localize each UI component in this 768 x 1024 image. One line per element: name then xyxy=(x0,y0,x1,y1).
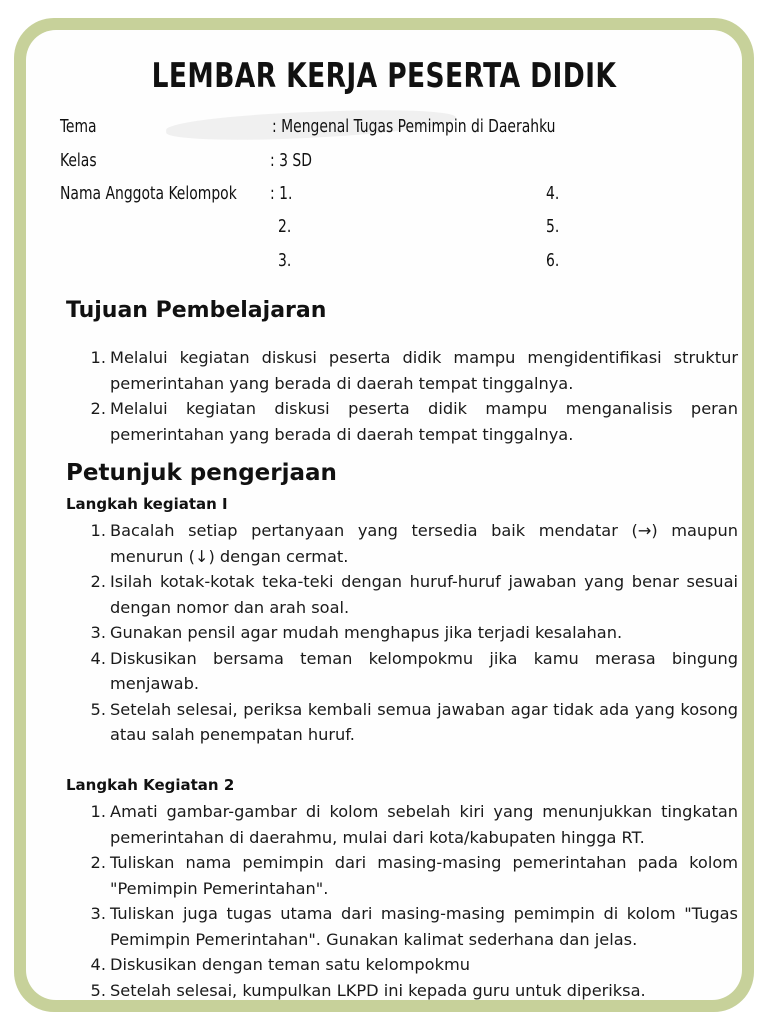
member-2: 2. xyxy=(278,216,292,237)
item-number: 1. xyxy=(90,348,106,367)
item-text: Gunakan pensil agar mudah menghapus jika terjadi kesalahan. xyxy=(110,623,623,642)
item-text: Tuliskan juga tugas utama dari masing-masing pemimpin di kolom "Tugas Pemimpin Pemerintahan". Gunakan kalimat sederhana dan jelas. xyxy=(110,904,738,949)
item-text: Setelah selesai, periksa kembali semua jawaban agar tidak ada yang kosong atau salah penempatan huruf. xyxy=(110,699,738,744)
tujuan-heading: Tujuan Pembelajaran xyxy=(66,298,327,323)
list-item xyxy=(76,646,738,697)
tema-value: : Mengenal Tugas Pemimpin di Daerahku xyxy=(272,116,556,137)
item-number: 4. xyxy=(90,955,106,974)
list-item xyxy=(76,697,738,748)
member-1: : 1. xyxy=(270,183,293,204)
kelas-value: : 3 SD xyxy=(270,150,312,171)
list-item xyxy=(76,345,738,396)
worksheet-title: LEMBAR KERJA PESERTA DIDIK xyxy=(151,56,617,96)
member-3: 3. xyxy=(278,250,292,271)
tujuan-list xyxy=(76,345,738,447)
member-4: 4. xyxy=(546,183,560,204)
item-text: Bacalah setiap pertanyaan yang tersedia baik mendatar (→) maupun menurun (↓) dengan cermat. xyxy=(110,521,738,566)
anggota-label: Nama Anggota Kelompok xyxy=(60,183,237,204)
langkah2-heading: Langkah Kegiatan 2 xyxy=(66,776,235,794)
item-number: 1. xyxy=(90,521,106,540)
page-frame xyxy=(14,18,754,1012)
item-text: Tuliskan nama pemimpin dari masing-masing pemerintahan pada kolom "Pemimpin Pemerintahan". xyxy=(110,853,738,898)
kelas-label: Kelas xyxy=(60,150,97,171)
item-number: 5. xyxy=(90,980,106,1000)
list-item xyxy=(76,569,738,620)
petunjuk-heading: Petunjuk pengerjaan xyxy=(66,460,337,486)
item-text: Isilah kotak-kotak teka-teki dengan huruf-huruf jawaban yang benar sesuai dengan nomor dan arah soal. xyxy=(110,572,738,617)
list-item xyxy=(76,978,738,1004)
item-text: Melalui kegiatan diskusi peserta didik mampu menganalisis peran pemerintahan yang berada di daerah tempat tinggalnya. xyxy=(110,399,738,444)
list-item xyxy=(76,518,738,569)
item-text: Diskusikan dengan teman satu kelompokmu xyxy=(110,955,470,974)
list-item xyxy=(76,901,738,952)
item-number: 2. xyxy=(90,399,106,418)
langkah1-list xyxy=(76,518,738,748)
item-text: Amati gambar-gambar di kolom sebelah kiri yang menunjukkan tingkatan pemerintahan di daerahmu, mulai dari kota/kabupaten hingga RT. xyxy=(110,802,738,847)
list-item xyxy=(76,952,738,978)
worksheet-paper xyxy=(26,30,742,1000)
item-number: 1. xyxy=(90,802,106,821)
item-number: 5. xyxy=(90,699,106,719)
list-item xyxy=(76,799,738,850)
item-text: Diskusikan bersama teman kelompokmu jika kamu merasa bingung menjawab. xyxy=(110,648,738,693)
member-6: 6. xyxy=(546,250,560,271)
langkah1-heading: Langkah kegiatan I xyxy=(66,495,228,513)
item-text: Melalui kegiatan diskusi peserta didik mampu mengidentifikasi struktur pemerintahan yang berada di daerah tempat tinggalnya. xyxy=(110,348,738,393)
list-item xyxy=(76,850,738,901)
item-text: Setelah selesai, kumpulkan LKPD ini kepada guru untuk diperiksa. xyxy=(110,980,646,1000)
langkah2-list xyxy=(76,799,738,1003)
list-item xyxy=(76,620,738,646)
tema-label: Tema xyxy=(60,116,97,137)
item-number: 3. xyxy=(90,904,106,923)
item-number: 3. xyxy=(90,623,106,642)
item-number: 4. xyxy=(90,648,106,668)
member-5: 5. xyxy=(546,216,560,237)
item-number: 2. xyxy=(90,853,106,872)
item-number: 2. xyxy=(90,572,106,591)
list-item xyxy=(76,396,738,447)
